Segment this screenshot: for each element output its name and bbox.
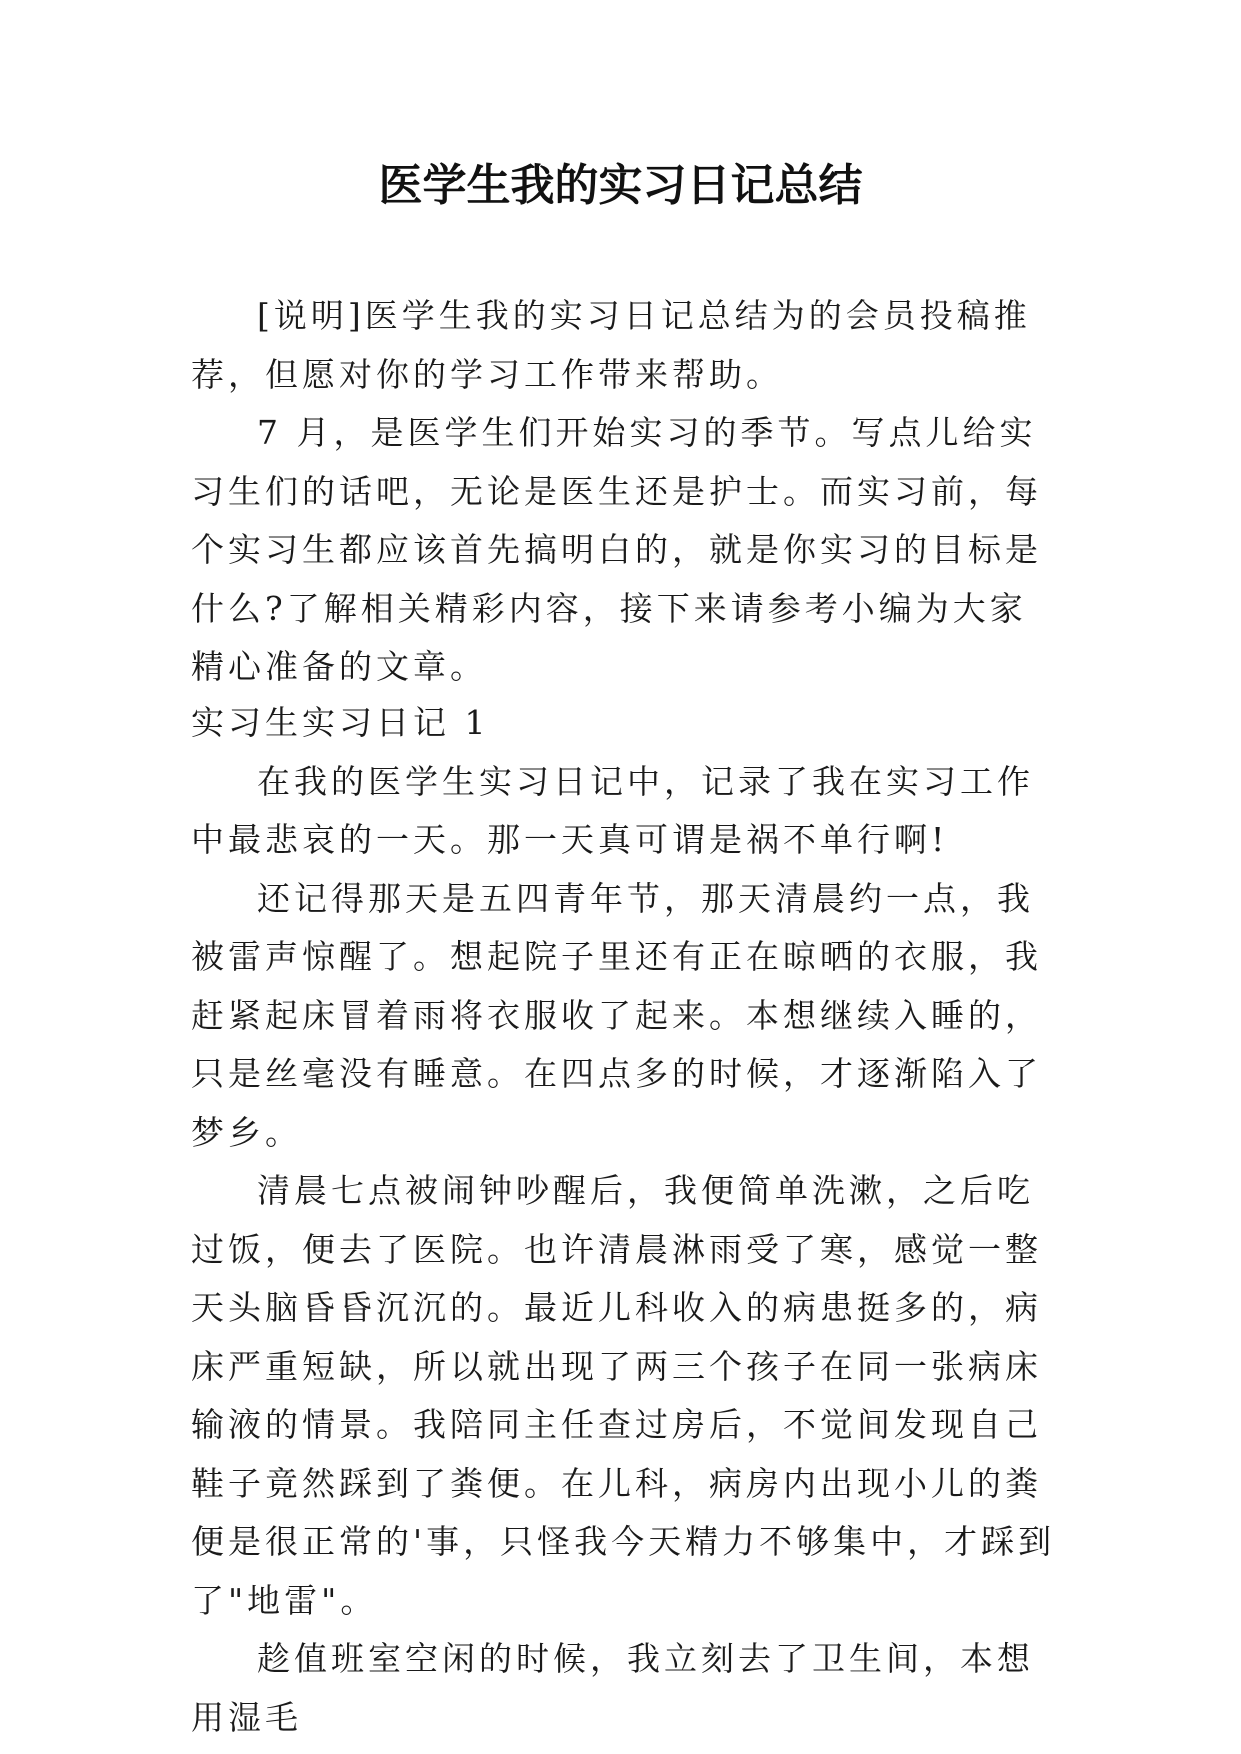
diary-section (191, 694, 1061, 1747)
body-paragraph: 趁值班室空闲的时候，我立刻去了卫生间，本想用湿毛 (191, 1639, 1034, 1737)
section-heading: 实习生实习日记 1 (191, 703, 490, 742)
intro-section (191, 287, 1061, 697)
body-paragraph: 在我的医学生实习日记中，记录了我在实习工作中最悲哀的一天。那一天真可谓是祸不单行啊! (191, 761, 1034, 859)
body-paragraph: 清晨七点被闹钟吵醒后，我便简单洗漱，之后吃过饭，便去了医院。也许清晨淋雨受了寒，感觉一整天头脑昏昏沉沉的。最近儿科收入的病患挺多的，病床严重短缺，所以就出现了两三个孩子在同一张病床输液的情景。我陪同主任查过房后，不觉间发现自己鞋子竟然踩到了粪便。在儿科，病房内出现小儿的粪便是很正常的'事，只怪我今天精力不够集中，才踩到了"地雷"。 (191, 1171, 1056, 1620)
intro-paragraph: [说明]医学生我的实习日记总结为的会员投稿推荐，但愿对你的学习工作带来帮助。 (191, 296, 1031, 394)
document-title: 医学生我的实习日记总结 (378, 160, 863, 211)
intro-paragraph: 7 月，是医学生们开始实习的季节。写点儿给实习生们的话吧，无论是医生还是护士。而实习前，每个实习生都应该首先搞明白的，就是你实习的目标是什么?了解相关精彩内容，接下来请参考小编为大家精心准备的文章。 (191, 413, 1042, 686)
body-paragraph: 还记得那天是五四青年节，那天清晨约一点，我被雷声惊醒了。想起院子里还有正在晾晒的衣服，我赶紧起床冒着雨将衣服收了起来。本想继续入睡的，只是丝毫没有睡意。在四点多的时候，才逐渐陷入了梦乡。 (191, 878, 1042, 1152)
